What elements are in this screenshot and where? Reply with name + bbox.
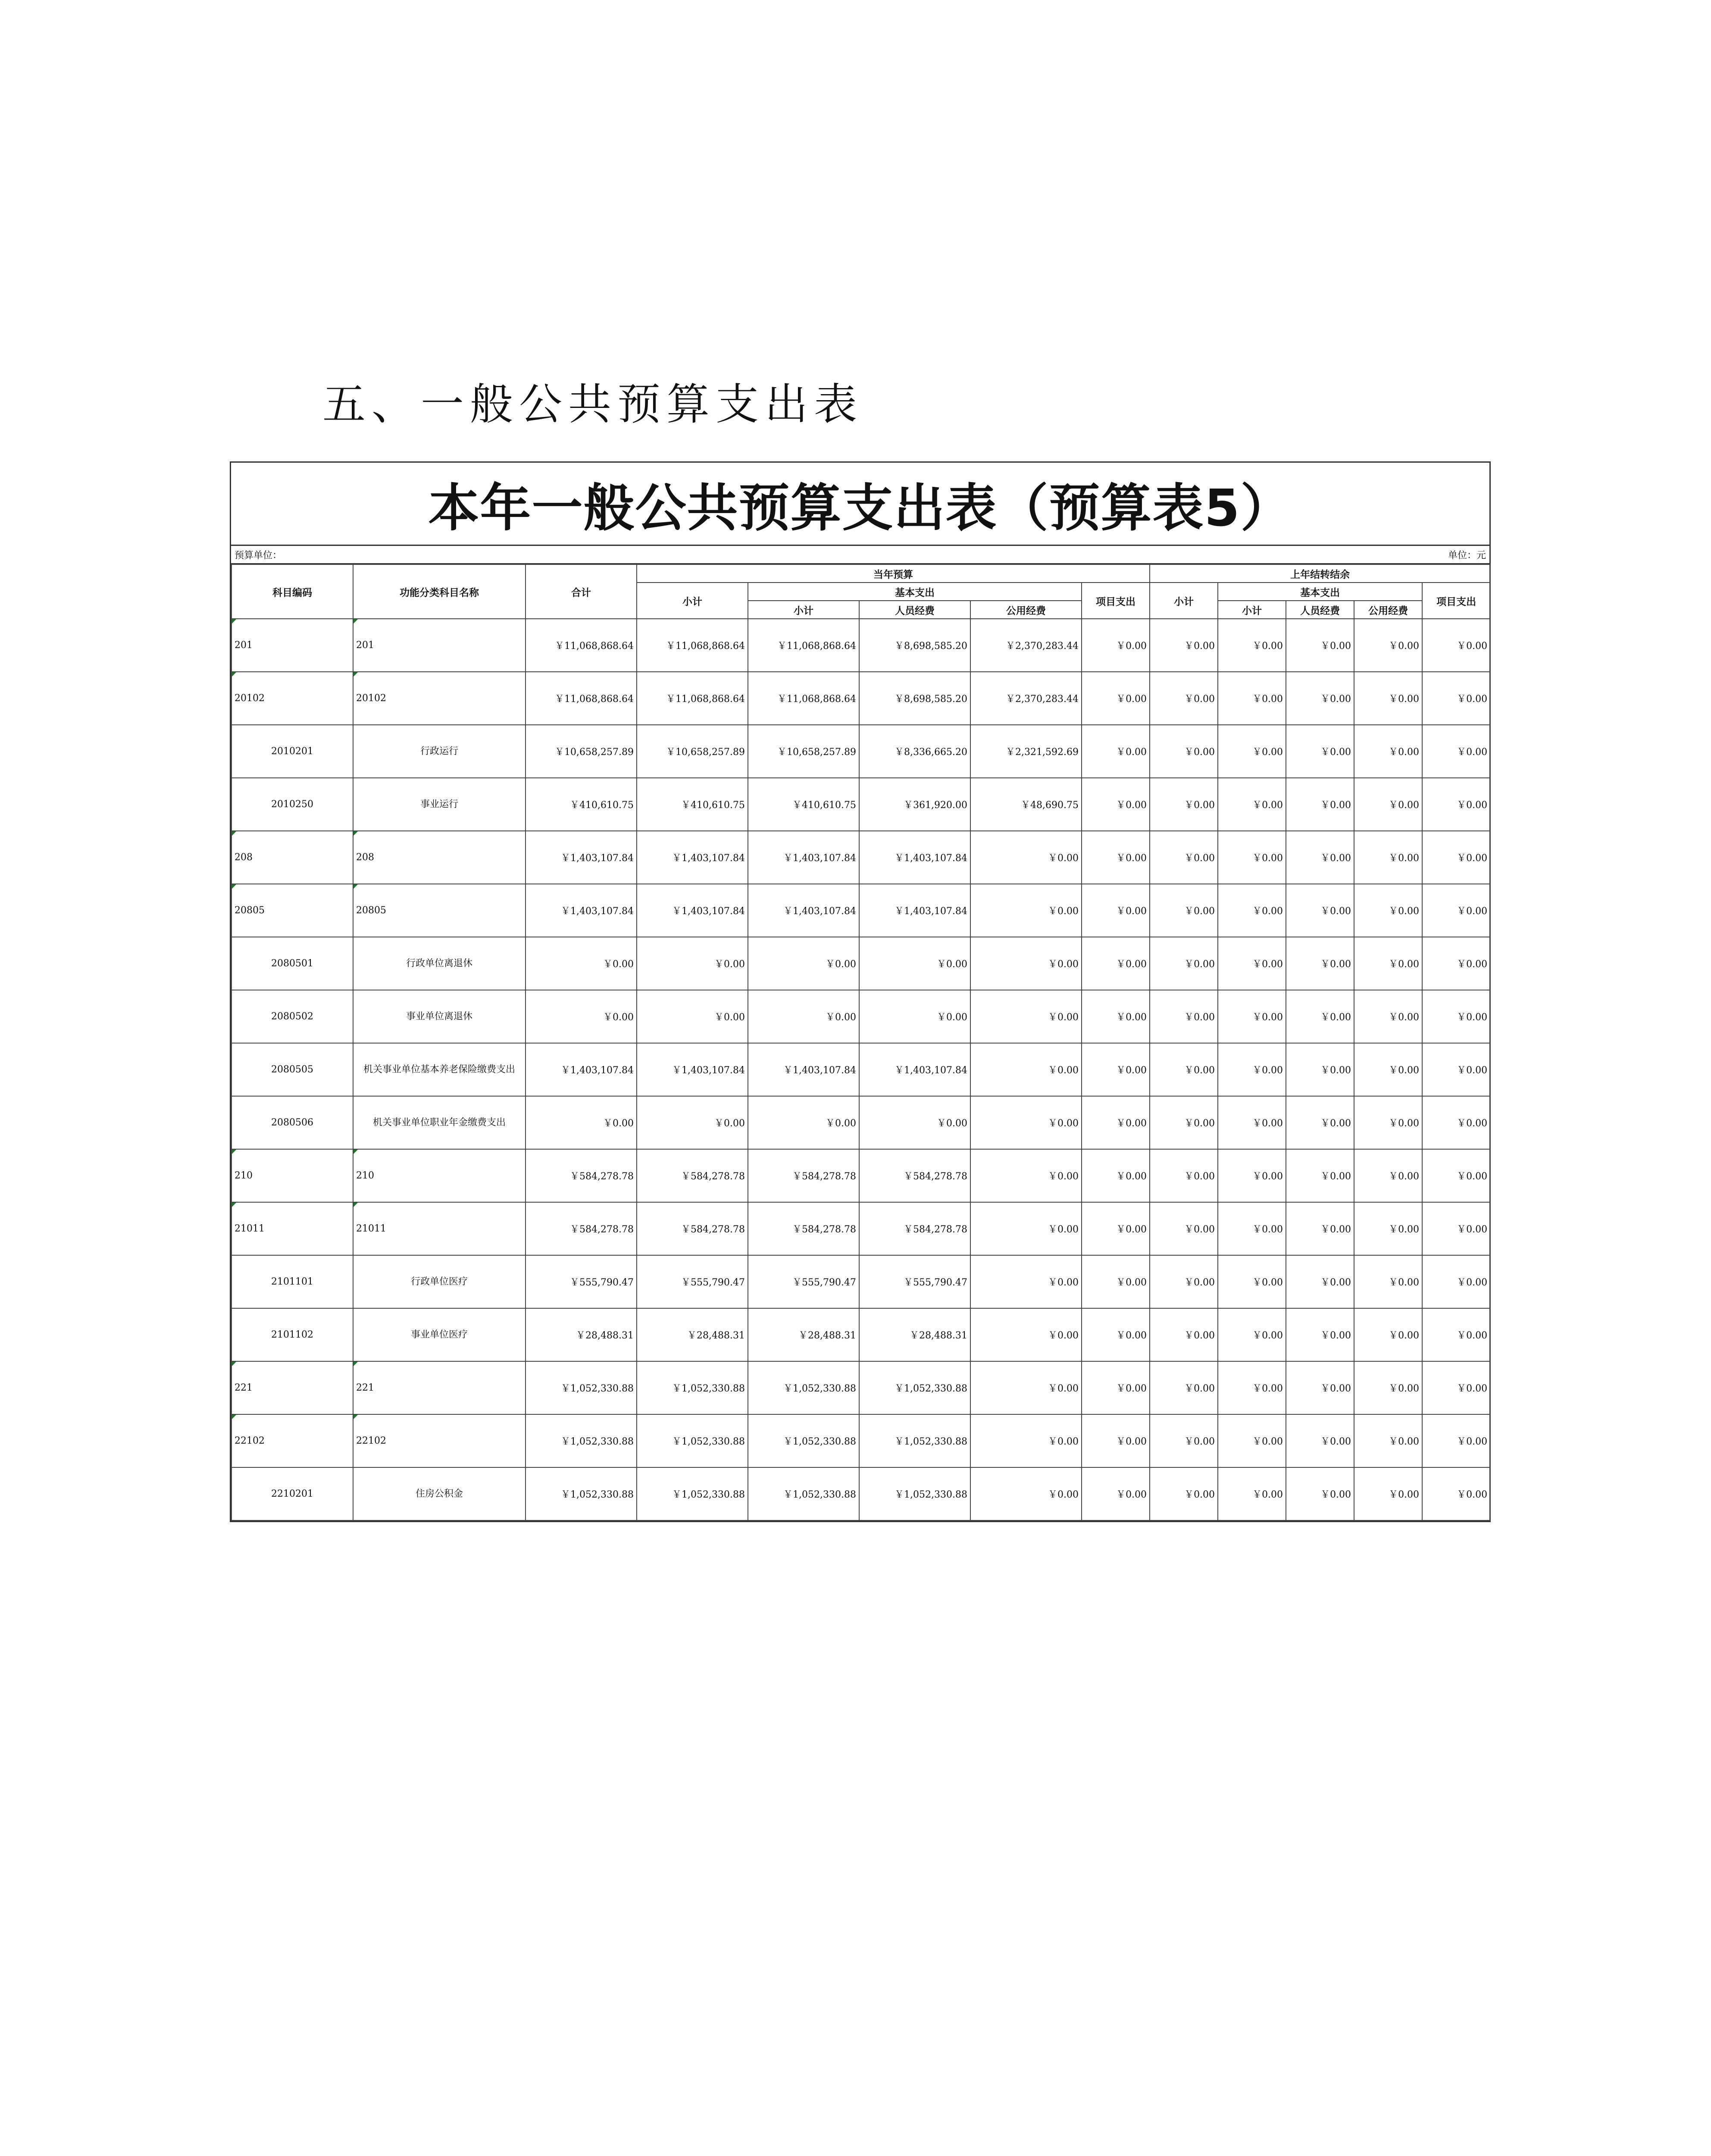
cell-sub: ￥0.00 <box>637 990 748 1043</box>
cell-p-sub: ￥0.00 <box>1150 672 1218 725</box>
cell-p-sub: ￥0.00 <box>1150 1308 1218 1361</box>
cell-p-public: ￥0.00 <box>1354 1096 1422 1149</box>
cell-public: ￥0.00 <box>970 1149 1082 1202</box>
cell-p-public: ￥0.00 <box>1354 937 1422 990</box>
cell-project: ￥0.00 <box>1082 1043 1150 1096</box>
cell-marker <box>353 1203 358 1207</box>
cell-p-project: ￥0.00 <box>1422 1467 1490 1520</box>
cell-code: 210 <box>231 1149 353 1202</box>
cell-project: ￥0.00 <box>1082 1202 1150 1255</box>
table-row <box>231 1361 1490 1414</box>
cell-marker <box>232 884 236 889</box>
cell-code: 22102 <box>231 1414 353 1467</box>
table-row <box>231 884 1490 937</box>
cell-sub: ￥1,052,330.88 <box>637 1414 748 1467</box>
cell-p-project: ￥0.00 <box>1422 1096 1490 1149</box>
cell-basic-sub: ￥410,610.75 <box>748 778 859 831</box>
cell-basic-sub: ￥11,068,868.64 <box>748 672 859 725</box>
cell-personnel: ￥1,052,330.88 <box>859 1414 970 1467</box>
cell-marker <box>232 672 236 677</box>
cell-p-basic-sub: ￥0.00 <box>1218 831 1286 884</box>
cell-personnel: ￥8,698,585.20 <box>859 672 970 725</box>
table-row <box>231 990 1490 1043</box>
cell-personnel: ￥555,790.47 <box>859 1255 970 1308</box>
cell-sub: ￥0.00 <box>637 1096 748 1149</box>
cell-basic-sub: ￥28,488.31 <box>748 1308 859 1361</box>
cell-personnel: ￥1,403,107.84 <box>859 1043 970 1096</box>
cell-sub: ￥28,488.31 <box>637 1308 748 1361</box>
cell-sub: ￥555,790.47 <box>637 1255 748 1308</box>
cell-code: 20102 <box>231 672 353 725</box>
cell-public: ￥0.00 <box>970 1255 1082 1308</box>
header-code: 科目编码 <box>231 564 353 619</box>
cell-p-project: ￥0.00 <box>1422 1043 1490 1096</box>
cell-p-personnel: ￥0.00 <box>1286 778 1354 831</box>
cell-p-public: ￥0.00 <box>1354 1255 1422 1308</box>
cell-marker <box>232 1415 236 1419</box>
cell-public: ￥0.00 <box>970 1414 1082 1467</box>
table-row <box>231 1043 1490 1096</box>
cell-basic-sub: ￥0.00 <box>748 990 859 1043</box>
cell-p-sub: ￥0.00 <box>1150 1361 1218 1414</box>
cell-p-basic-sub: ￥0.00 <box>1218 1308 1286 1361</box>
cell-p-project: ￥0.00 <box>1422 990 1490 1043</box>
cell-total: ￥1,403,107.84 <box>525 884 637 937</box>
table-row <box>231 1149 1490 1202</box>
cell-marker <box>353 672 358 677</box>
cell-public: ￥0.00 <box>970 884 1082 937</box>
cell-basic-sub: ￥1,403,107.84 <box>748 831 859 884</box>
header-prior-basic: 基本支出 <box>1218 583 1422 601</box>
cell-personnel: ￥8,698,585.20 <box>859 619 970 672</box>
cell-p-basic-sub: ￥0.00 <box>1218 619 1286 672</box>
cell-total: ￥11,068,868.64 <box>525 619 637 672</box>
cell-sub: ￥410,610.75 <box>637 778 748 831</box>
cell-p-personnel: ￥0.00 <box>1286 1361 1354 1414</box>
cell-code: 201 <box>231 619 353 672</box>
cell-p-project: ￥0.00 <box>1422 778 1490 831</box>
cell-project: ￥0.00 <box>1082 778 1150 831</box>
cell-p-project: ￥0.00 <box>1422 1149 1490 1202</box>
header-subtotal: 小计 <box>637 583 748 619</box>
cell-p-basic-sub: ￥0.00 <box>1218 1414 1286 1467</box>
cell-p-public: ￥0.00 <box>1354 725 1422 778</box>
cell-code: 2010201 <box>231 725 353 778</box>
cell-name: 行政单位离退休 <box>353 937 525 990</box>
cell-name: 21011 <box>353 1202 525 1255</box>
cell-p-sub: ￥0.00 <box>1150 778 1218 831</box>
table-row <box>231 778 1490 831</box>
cell-basic-sub: ￥11,068,868.64 <box>748 619 859 672</box>
cell-project: ￥0.00 <box>1082 831 1150 884</box>
cell-marker <box>232 1203 236 1207</box>
cell-code: 2101102 <box>231 1308 353 1361</box>
cell-basic-sub: ￥584,278.78 <box>748 1149 859 1202</box>
cell-marker <box>353 619 358 624</box>
cell-p-sub: ￥0.00 <box>1150 1043 1218 1096</box>
budget-unit-label: 预算单位： <box>235 550 282 561</box>
cell-marker <box>353 1415 358 1419</box>
cell-name: 事业运行 <box>353 778 525 831</box>
cell-personnel: ￥361,920.00 <box>859 778 970 831</box>
cell-public: ￥0.00 <box>970 937 1082 990</box>
cell-name: 住房公积金 <box>353 1467 525 1520</box>
cell-basic-sub: ￥584,278.78 <box>748 1202 859 1255</box>
cell-p-basic-sub: ￥0.00 <box>1218 1467 1286 1520</box>
cell-public: ￥2,370,283.44 <box>970 672 1082 725</box>
header-public: 公用经费 <box>970 601 1082 619</box>
cell-sub: ￥584,278.78 <box>637 1149 748 1202</box>
cell-public: ￥48,690.75 <box>970 778 1082 831</box>
cell-personnel: ￥1,403,107.84 <box>859 831 970 884</box>
cell-total: ￥10,658,257.89 <box>525 725 637 778</box>
cell-p-basic-sub: ￥0.00 <box>1218 1255 1286 1308</box>
cell-p-basic-sub: ￥0.00 <box>1218 1149 1286 1202</box>
cell-code: 2080502 <box>231 990 353 1043</box>
cell-name: 22102 <box>353 1414 525 1467</box>
cell-p-public: ￥0.00 <box>1354 1361 1422 1414</box>
cell-project: ￥0.00 <box>1082 1149 1150 1202</box>
cell-basic-sub: ￥1,052,330.88 <box>748 1414 859 1467</box>
cell-total: ￥1,403,107.84 <box>525 1043 637 1096</box>
cell-p-basic-sub: ￥0.00 <box>1218 1043 1286 1096</box>
cell-personnel: ￥0.00 <box>859 1096 970 1149</box>
cell-personnel: ￥1,403,107.84 <box>859 884 970 937</box>
cell-p-basic-sub: ￥0.00 <box>1218 884 1286 937</box>
cell-personnel: ￥584,278.78 <box>859 1202 970 1255</box>
cell-project: ￥0.00 <box>1082 1414 1150 1467</box>
cell-p-basic-sub: ￥0.00 <box>1218 1202 1286 1255</box>
cell-sub: ￥1,403,107.84 <box>637 884 748 937</box>
table-row <box>231 1202 1490 1255</box>
table-row <box>231 1255 1490 1308</box>
cell-total: ￥28,488.31 <box>525 1308 637 1361</box>
header-prior-project: 项目支出 <box>1422 583 1490 619</box>
cell-personnel: ￥8,336,665.20 <box>859 725 970 778</box>
cell-project: ￥0.00 <box>1082 990 1150 1043</box>
cell-sub: ￥1,403,107.84 <box>637 831 748 884</box>
cell-basic-sub: ￥0.00 <box>748 937 859 990</box>
cell-basic-sub: ￥10,658,257.89 <box>748 725 859 778</box>
cell-p-personnel: ￥0.00 <box>1286 1202 1354 1255</box>
cell-total: ￥0.00 <box>525 1096 637 1149</box>
header-prior-basic-subtotal: 小计 <box>1218 601 1286 619</box>
cell-code: 2080505 <box>231 1043 353 1096</box>
header-project: 项目支出 <box>1082 583 1150 619</box>
cell-name: 行政运行 <box>353 725 525 778</box>
header-basic: 基本支出 <box>748 583 1082 601</box>
cell-code: 208 <box>231 831 353 884</box>
table-title: 本年一般公共预算支出表（预算表5） <box>231 463 1489 546</box>
section-heading: 五、一般公共预算支出表 <box>322 379 863 429</box>
cell-p-public: ￥0.00 <box>1354 990 1422 1043</box>
table-row <box>231 619 1490 672</box>
header-total: 合计 <box>525 564 637 619</box>
cell-marker <box>353 1150 358 1154</box>
cell-code: 2010250 <box>231 778 353 831</box>
cell-total: ￥11,068,868.64 <box>525 672 637 725</box>
cell-personnel: ￥1,052,330.88 <box>859 1361 970 1414</box>
cell-marker <box>353 1362 358 1366</box>
cell-p-personnel: ￥0.00 <box>1286 1467 1354 1520</box>
cell-p-basic-sub: ￥0.00 <box>1218 937 1286 990</box>
cell-public: ￥0.00 <box>970 1308 1082 1361</box>
cell-p-public: ￥0.00 <box>1354 1308 1422 1361</box>
cell-code: 20805 <box>231 884 353 937</box>
cell-p-personnel: ￥0.00 <box>1286 1149 1354 1202</box>
cell-public: ￥0.00 <box>970 1043 1082 1096</box>
cell-p-basic-sub: ￥0.00 <box>1218 672 1286 725</box>
cell-public: ￥2,370,283.44 <box>970 619 1082 672</box>
cell-name: 机关事业单位职业年金缴费支出 <box>353 1096 525 1149</box>
cell-p-sub: ￥0.00 <box>1150 1414 1218 1467</box>
cell-p-personnel: ￥0.00 <box>1286 884 1354 937</box>
cell-public: ￥0.00 <box>970 990 1082 1043</box>
cell-public: ￥0.00 <box>970 1096 1082 1149</box>
cell-public: ￥0.00 <box>970 831 1082 884</box>
cell-p-basic-sub: ￥0.00 <box>1218 990 1286 1043</box>
cell-sub: ￥1,052,330.88 <box>637 1467 748 1520</box>
cell-marker <box>232 831 236 836</box>
cell-p-project: ￥0.00 <box>1422 937 1490 990</box>
cell-p-personnel: ￥0.00 <box>1286 1043 1354 1096</box>
cell-public: ￥0.00 <box>970 1361 1082 1414</box>
table-row <box>231 725 1490 778</box>
cell-total: ￥1,403,107.84 <box>525 831 637 884</box>
cell-p-sub: ￥0.00 <box>1150 1096 1218 1149</box>
currency-unit-label: 单位：元 <box>1448 550 1486 561</box>
cell-p-personnel: ￥0.00 <box>1286 1308 1354 1361</box>
cell-personnel: ￥584,278.78 <box>859 1149 970 1202</box>
cell-p-project: ￥0.00 <box>1422 672 1490 725</box>
cell-p-basic-sub: ￥0.00 <box>1218 725 1286 778</box>
cell-p-basic-sub: ￥0.00 <box>1218 1361 1286 1414</box>
cell-basic-sub: ￥1,052,330.88 <box>748 1361 859 1414</box>
cell-basic-sub: ￥1,052,330.88 <box>748 1467 859 1520</box>
cell-name: 机关事业单位基本养老保险缴费支出 <box>353 1043 525 1096</box>
cell-total: ￥1,052,330.88 <box>525 1467 637 1520</box>
cell-p-personnel: ￥0.00 <box>1286 672 1354 725</box>
header-prior-personnel: 人员经费 <box>1286 601 1354 619</box>
cell-p-project: ￥0.00 <box>1422 1202 1490 1255</box>
cell-p-project: ￥0.00 <box>1422 1414 1490 1467</box>
cell-project: ￥0.00 <box>1082 619 1150 672</box>
cell-total: ￥1,052,330.88 <box>525 1361 637 1414</box>
cell-marker <box>232 1150 236 1154</box>
cell-code: 221 <box>231 1361 353 1414</box>
cell-personnel: ￥1,052,330.88 <box>859 1467 970 1520</box>
cell-marker <box>232 619 236 624</box>
table-row <box>231 1308 1490 1361</box>
cell-code: 2101101 <box>231 1255 353 1308</box>
table-row <box>231 1414 1490 1467</box>
cell-p-sub: ￥0.00 <box>1150 937 1218 990</box>
unit-row <box>231 546 1489 564</box>
cell-basic-sub: ￥1,403,107.84 <box>748 1043 859 1096</box>
cell-p-sub: ￥0.00 <box>1150 1149 1218 1202</box>
cell-p-personnel: ￥0.00 <box>1286 1096 1354 1149</box>
cell-project: ￥0.00 <box>1082 725 1150 778</box>
header-prior-subtotal: 小计 <box>1150 583 1218 619</box>
table-row <box>231 672 1490 725</box>
cell-p-public: ￥0.00 <box>1354 831 1422 884</box>
cell-total: ￥410,610.75 <box>525 778 637 831</box>
header-personnel: 人员经费 <box>859 601 970 619</box>
cell-project: ￥0.00 <box>1082 1361 1150 1414</box>
cell-p-public: ￥0.00 <box>1354 778 1422 831</box>
cell-code: 2210201 <box>231 1467 353 1520</box>
cell-p-sub: ￥0.00 <box>1150 1467 1218 1520</box>
cell-p-sub: ￥0.00 <box>1150 884 1218 937</box>
cell-p-project: ￥0.00 <box>1422 1361 1490 1414</box>
header-basic-subtotal: 小计 <box>748 601 859 619</box>
cell-p-public: ￥0.00 <box>1354 1043 1422 1096</box>
budget-table-frame <box>230 461 1491 1522</box>
cell-marker <box>232 1362 236 1366</box>
cell-sub: ￥11,068,868.64 <box>637 672 748 725</box>
cell-name: 221 <box>353 1361 525 1414</box>
cell-code: 21011 <box>231 1202 353 1255</box>
cell-p-public: ￥0.00 <box>1354 884 1422 937</box>
cell-name: 行政单位医疗 <box>353 1255 525 1308</box>
cell-sub: ￥1,052,330.88 <box>637 1361 748 1414</box>
cell-name: 20102 <box>353 672 525 725</box>
cell-p-sub: ￥0.00 <box>1150 619 1218 672</box>
cell-total: ￥1,052,330.88 <box>525 1414 637 1467</box>
cell-p-public: ￥0.00 <box>1354 619 1422 672</box>
cell-marker <box>353 884 358 889</box>
cell-p-project: ￥0.00 <box>1422 831 1490 884</box>
cell-public: ￥0.00 <box>970 1467 1082 1520</box>
cell-basic-sub: ￥1,403,107.84 <box>748 884 859 937</box>
cell-project: ￥0.00 <box>1082 1255 1150 1308</box>
cell-p-project: ￥0.00 <box>1422 884 1490 937</box>
cell-p-personnel: ￥0.00 <box>1286 831 1354 884</box>
cell-total: ￥0.00 <box>525 990 637 1043</box>
cell-project: ￥0.00 <box>1082 1308 1150 1361</box>
cell-project: ￥0.00 <box>1082 884 1150 937</box>
table-row <box>231 1467 1490 1520</box>
cell-p-project: ￥0.00 <box>1422 1308 1490 1361</box>
cell-personnel: ￥0.00 <box>859 990 970 1043</box>
cell-public: ￥2,321,592.69 <box>970 725 1082 778</box>
cell-p-project: ￥0.00 <box>1422 725 1490 778</box>
table-row <box>231 831 1490 884</box>
cell-personnel: ￥0.00 <box>859 937 970 990</box>
cell-sub: ￥10,658,257.89 <box>637 725 748 778</box>
cell-sub: ￥584,278.78 <box>637 1202 748 1255</box>
cell-p-public: ￥0.00 <box>1354 672 1422 725</box>
header-name: 功能分类科目名称 <box>353 564 525 619</box>
cell-p-personnel: ￥0.00 <box>1286 619 1354 672</box>
cell-p-public: ￥0.00 <box>1354 1414 1422 1467</box>
cell-p-project: ￥0.00 <box>1422 619 1490 672</box>
cell-sub: ￥1,403,107.84 <box>637 1043 748 1096</box>
cell-total: ￥584,278.78 <box>525 1149 637 1202</box>
cell-sub: ￥0.00 <box>637 937 748 990</box>
cell-basic-sub: ￥0.00 <box>748 1096 859 1149</box>
cell-name: 208 <box>353 831 525 884</box>
cell-code: 2080501 <box>231 937 353 990</box>
cell-name: 201 <box>353 619 525 672</box>
cell-p-basic-sub: ￥0.00 <box>1218 778 1286 831</box>
cell-marker <box>353 831 358 836</box>
expenditure-table <box>231 564 1491 1521</box>
cell-project: ￥0.00 <box>1082 1467 1150 1520</box>
table-row <box>231 1096 1490 1149</box>
cell-project: ￥0.00 <box>1082 672 1150 725</box>
table-row <box>231 937 1490 990</box>
cell-sub: ￥11,068,868.64 <box>637 619 748 672</box>
cell-p-personnel: ￥0.00 <box>1286 1414 1354 1467</box>
cell-name: 事业单位离退休 <box>353 990 525 1043</box>
cell-p-personnel: ￥0.00 <box>1286 937 1354 990</box>
cell-public: ￥0.00 <box>970 1202 1082 1255</box>
cell-basic-sub: ￥555,790.47 <box>748 1255 859 1308</box>
cell-p-sub: ￥0.00 <box>1150 831 1218 884</box>
cell-p-public: ￥0.00 <box>1354 1149 1422 1202</box>
cell-p-personnel: ￥0.00 <box>1286 725 1354 778</box>
cell-p-sub: ￥0.00 <box>1150 1255 1218 1308</box>
header-prior-public: 公用经费 <box>1354 601 1422 619</box>
cell-name: 20805 <box>353 884 525 937</box>
cell-p-public: ￥0.00 <box>1354 1202 1422 1255</box>
cell-p-personnel: ￥0.00 <box>1286 1255 1354 1308</box>
cell-code: 2080506 <box>231 1096 353 1149</box>
header-prior-balance: 上年结转结余 <box>1150 564 1490 583</box>
cell-p-sub: ￥0.00 <box>1150 725 1218 778</box>
header-current-year: 当年预算 <box>637 564 1150 583</box>
cell-total: ￥584,278.78 <box>525 1202 637 1255</box>
cell-p-public: ￥0.00 <box>1354 1467 1422 1520</box>
cell-p-sub: ￥0.00 <box>1150 1202 1218 1255</box>
table-body <box>231 619 1490 1520</box>
cell-total: ￥0.00 <box>525 937 637 990</box>
cell-p-project: ￥0.00 <box>1422 1255 1490 1308</box>
cell-name: 事业单位医疗 <box>353 1308 525 1361</box>
cell-name: 210 <box>353 1149 525 1202</box>
cell-project: ￥0.00 <box>1082 937 1150 990</box>
cell-p-sub: ￥0.00 <box>1150 990 1218 1043</box>
cell-total: ￥555,790.47 <box>525 1255 637 1308</box>
cell-project: ￥0.00 <box>1082 1096 1150 1149</box>
cell-personnel: ￥28,488.31 <box>859 1308 970 1361</box>
cell-p-personnel: ￥0.00 <box>1286 990 1354 1043</box>
cell-p-basic-sub: ￥0.00 <box>1218 1096 1286 1149</box>
